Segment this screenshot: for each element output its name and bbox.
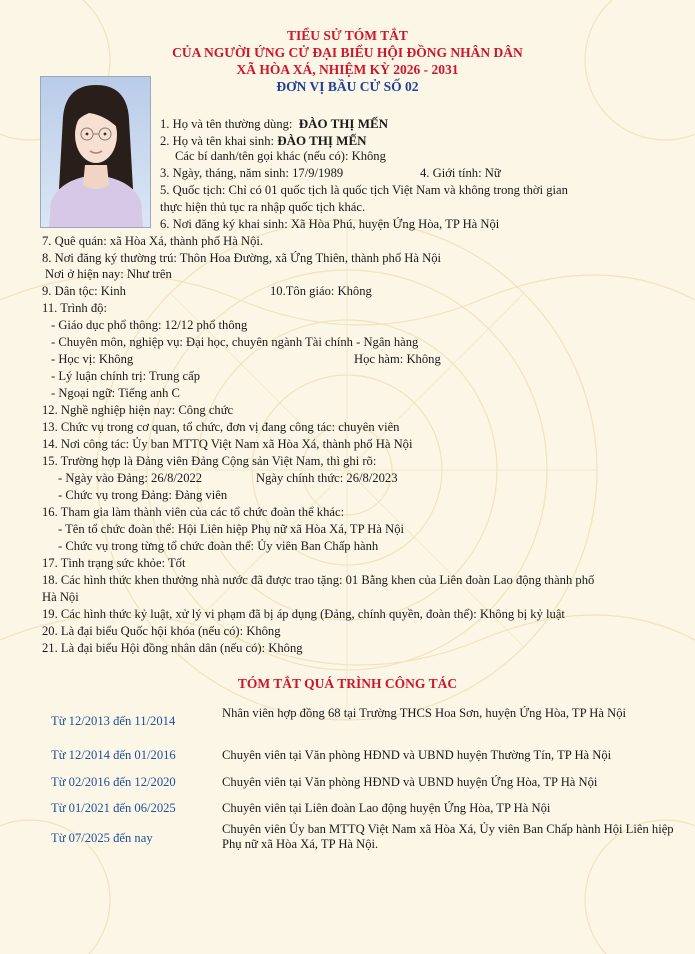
field-common-name: 1. Họ và tên thường dùng: ĐÀO THỊ MẾN xyxy=(160,116,389,131)
field-discipline: 19. Các hình thức kỷ luật, xử lý vi phạm đã bị áp dụng (Đảng, chính quyền, đoàn thể): Không bị kỷ luật xyxy=(42,607,565,621)
field-party-official-date: Ngày chính thức: 26/8/2023 xyxy=(256,471,398,485)
field-ethnicity: 9. Dân tộc: Kinh xyxy=(42,284,126,298)
field-gender: 4. Giới tính: Nữ xyxy=(420,166,501,180)
field-birth-registration: 6. Nơi đăng ký khai sinh: Xã Hòa Phú, huyện Ứng Hòa, TP Hà Nội xyxy=(160,217,500,231)
doc-term: XÃ HÒA XÁ, NHIỆM KỲ 2026 - 2031 xyxy=(236,62,459,77)
work-item-date: Từ 12/2013 đến 11/2014 xyxy=(51,714,176,728)
field-organization-role: - Chức vụ trong từng tổ chức đoàn thể: Ủy viên Ban Chấp hành xyxy=(58,539,379,553)
field-degree: - Học vị: Không xyxy=(51,352,134,366)
field-permanent-residence: 8. Nơi đăng ký thường trú: Thôn Hoa Đường, xã Ứng Thiên, thành phố Hà Nội xyxy=(42,251,442,265)
field-qualification: 11. Trình độ: xyxy=(42,301,107,315)
field-organizations: 16. Tham gia làm thành viên của các tổ chức đoàn thể khác: xyxy=(42,505,345,519)
field-party-member: 15. Trường hợp là Đảng viên Đảng Cộng sản Việt Nam, thì ghi rõ: xyxy=(42,454,377,468)
field-hometown: 7. Quê quán: xã Hòa Xá, thành phố Hà Nội. xyxy=(42,234,264,248)
field-academic-title: Học hàm: Không xyxy=(354,352,441,366)
field-foreign-language: - Ngoại ngữ: Tiếng anh C xyxy=(51,386,180,400)
field-nationality-cont: thực hiện thủ tục ra nhập quốc tịch khác. xyxy=(160,200,366,214)
field-occupation: 12. Nghề nghiệp hiện nay: Công chức xyxy=(42,403,234,417)
field-general-education: - Giáo dục phổ thông: 12/12 phổ thông xyxy=(51,318,248,332)
doc-unit: ĐƠN VỊ BẦU CỬ SỐ 02 xyxy=(276,79,419,94)
work-item-date: Từ 02/2016 đến 12/2020 xyxy=(51,775,176,789)
field-organization-name: - Tên tổ chức đoàn thể: Hội Liên hiệp Phụ nữ xã Hòa Xá, TP Hà Nội xyxy=(58,522,405,536)
work-item-desc: Chuyên viên tại Liên đoàn Lao động huyện Ứng Hòa, TP Hà Nội xyxy=(222,801,551,815)
field-awards-cont: Hà Nội xyxy=(42,590,79,604)
work-item-desc: Chuyên viên tại Văn phòng HĐND và UBND huyện Thường Tín, TP Hà Nội xyxy=(222,748,612,762)
field-awards: 18. Các hình thức khen thưởng nhà nước đã được trao tặng: 01 Bằng khen của Liên đoàn Lao động thành phố xyxy=(42,573,595,587)
birth-name-value: ĐÀO THỊ MẾN xyxy=(277,133,367,148)
field-health: 17. Tình trạng sức khỏe: Tốt xyxy=(42,556,186,570)
doc-title: TIỂU SỬ TÓM TẮT xyxy=(287,28,408,43)
work-item-desc: Nhân viên hợp đồng 68 tại Trường THCS Hoa Sơn, huyện Ứng Hòa, TP Hà Nội xyxy=(222,706,627,720)
field-peoples-council: 21. Là đại biểu Hội đồng nhân dân (nếu có): Không xyxy=(42,641,303,655)
field-birth-date: 3. Ngày, tháng, năm sinh: 17/9/1989 xyxy=(160,166,344,180)
field-party-join-date: - Ngày vào Đảng: 26/8/2022 xyxy=(58,471,203,485)
field-religion: 10.Tôn giáo: Không xyxy=(270,284,372,298)
work-item-desc: Chuyên viên Ủy ban MTTQ Việt Nam xã Hòa Xá, Ủy viên Ban Chấp hành Hội Liên hiệp Phụ nữ xã Hòa Xá, TP Hà Nội. xyxy=(222,822,674,851)
field-aliases: Các bí danh/tên gọi khác (nếu có): Không xyxy=(175,149,386,163)
work-item-date: Từ 07/2025 đến nay xyxy=(51,831,153,845)
field-specialization: - Chuyên môn, nghiệp vụ: Đại học, chuyên ngành Tài chính - Ngân hàng xyxy=(51,335,419,349)
candidate-photo xyxy=(40,76,151,228)
field-party-position: - Chức vụ trong Đảng: Đảng viên xyxy=(58,488,228,502)
field-nationality: 5. Quốc tịch: Chỉ có 01 quốc tịch là quốc tịch Việt Nam và không trong thời gian xyxy=(160,183,568,197)
field-current-residence: Nơi ở hiện nay: Như trên xyxy=(45,267,172,281)
field-political-theory: - Lý luận chính trị: Trung cấp xyxy=(51,369,201,383)
work-item-date: Từ 12/2014 đến 01/2016 xyxy=(51,748,176,762)
portrait-image xyxy=(41,77,150,227)
work-item-desc: Chuyên viên tại Văn phòng HĐND và UBND huyện Ứng Hòa, TP Hà Nội xyxy=(222,775,598,789)
field-position: 13. Chức vụ trong cơ quan, tổ chức, đơn vị đang công tác: chuyên viên xyxy=(42,420,400,434)
common-name-value: ĐÀO THỊ MẾN xyxy=(298,116,389,131)
work-item-date: Từ 01/2021 đến 06/2025 xyxy=(51,801,176,815)
field-birth-name: 2. Họ và tên khai sinh: ĐÀO THỊ MẾN xyxy=(160,133,367,148)
field-national-assembly: 20. Là đại biểu Quốc hội khóa (nếu có): Không xyxy=(42,624,281,638)
field-workplace: 14. Nơi công tác: Ủy ban MTTQ Việt Nam xã Hòa Xá, thành phố Hà Nội xyxy=(42,437,413,451)
work-history-title: TÓM TẮT QUÁ TRÌNH CÔNG TÁC xyxy=(237,676,458,691)
doc-subtitle: CỦA NGƯỜI ỨNG CỬ ĐẠI BIỂU HỘI ĐỒNG NHÂN DÂN xyxy=(172,45,523,60)
